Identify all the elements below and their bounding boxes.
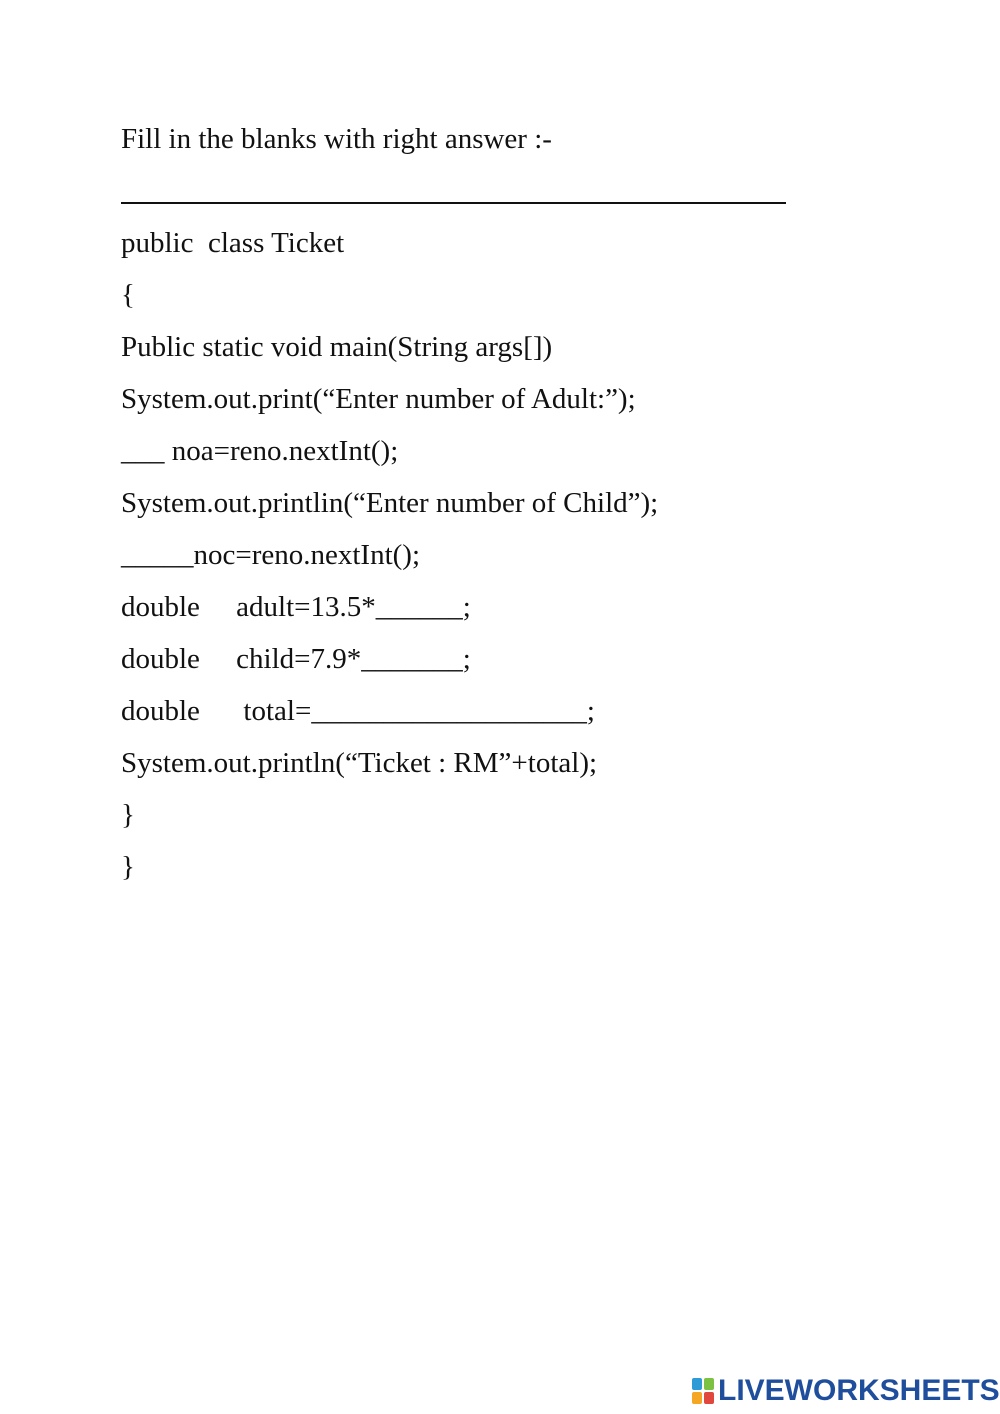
code-line-child-blank: double child=7.9*_______;: [121, 643, 471, 675]
separator-line: [121, 202, 786, 204]
logo-square-orange: [692, 1392, 702, 1404]
code-line-print-adult: System.out.print(“Enter number of Adult:”);: [121, 383, 636, 415]
code-line-open-brace: {: [121, 279, 135, 311]
logo-square-green: [704, 1378, 714, 1390]
code-line-main-method: Public static void main(String args[]): [121, 331, 553, 363]
instruction-text: Fill in the blanks with right answer :-: [121, 123, 552, 155]
brand-name: LIVEWORKSHEETS: [718, 1374, 1000, 1407]
code-line-noc-blank: _____noc=reno.nextInt();: [121, 539, 421, 571]
code-line-adult-blank: double adult=13.5*______;: [121, 591, 471, 623]
liveworksheets-brand: [692, 1374, 1000, 1408]
code-line-total-blank: double total=___________________;: [121, 695, 595, 727]
code-line-class-declaration: public class Ticket: [121, 227, 345, 259]
code-line-noa-blank: ___ noa=reno.nextInt();: [121, 435, 399, 467]
logo-square-blue: [692, 1378, 702, 1390]
liveworksheets-logo-icon: [692, 1378, 714, 1404]
code-line-print-child: System.out.printlin(“Enter number of Child”);: [121, 487, 659, 519]
logo-square-red: [704, 1392, 714, 1404]
code-line-close-brace-method: }: [121, 799, 135, 831]
code-line-print-ticket: System.out.println(“Ticket : RM”+total);: [121, 747, 598, 779]
code-line-close-brace-class: }: [121, 851, 135, 883]
